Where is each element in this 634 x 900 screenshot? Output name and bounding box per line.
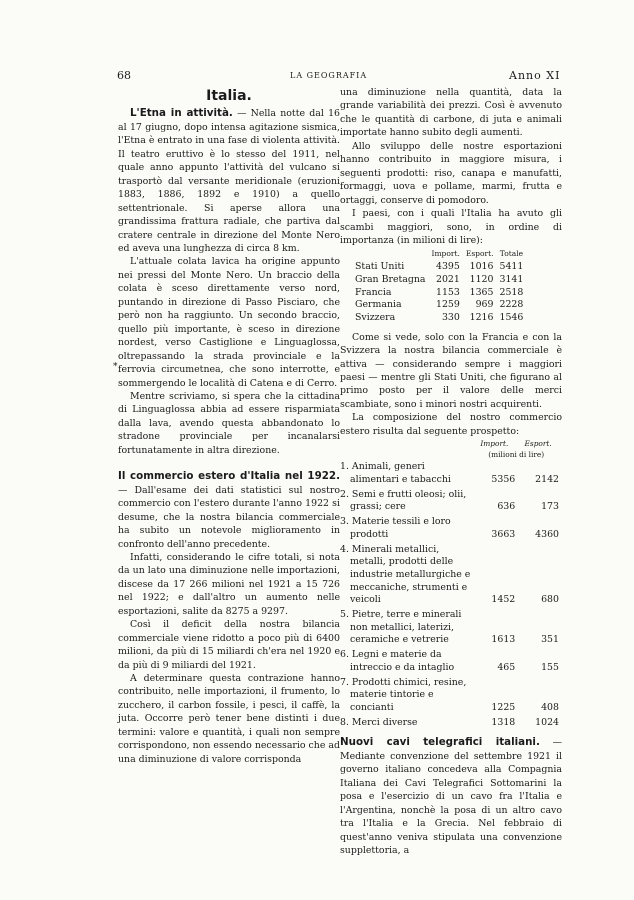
import-value: 330 bbox=[441, 311, 460, 323]
right-paragraph-5: La composizione del nostro commercio estero risulta dal seguente prospetto: bbox=[340, 412, 562, 437]
table-header bbox=[340, 449, 472, 460]
table-header: Esport. bbox=[465, 249, 494, 259]
table-header bbox=[340, 438, 472, 449]
table-row bbox=[340, 648, 560, 675]
country-name: Stati Uniti bbox=[355, 261, 405, 273]
etna-paragraph-3: Mentre scriviamo, si spera che la cittadina di Linguaglossa abbia ad essere risparmiata dalla lava, avendo questa abbandonato lo stradone provinciale per incanalarsi fortunatamente in altra direzione. bbox=[118, 390, 340, 456]
table-header bbox=[352, 248, 428, 261]
total-value: 1546 bbox=[499, 311, 524, 323]
country-name: Germania bbox=[355, 299, 402, 311]
import-value: 1153 bbox=[436, 286, 460, 298]
export-value: 1016 bbox=[469, 261, 494, 273]
right-paragraph-4: Come si vede, solo con la Francia e con la Svizzera la nostra bilancia commerciale è attiva — considerando sempre i maggiori paesi — mentre gli Stati Uniti, che figurano al primo posto per il valore delle merci scambiate, sono i minori nostri acquirenti. bbox=[340, 331, 562, 410]
right-column bbox=[340, 86, 562, 857]
table-row bbox=[340, 488, 560, 515]
goods-label: 7. Prodotti chimici, resine, materie tintorie e concianti bbox=[340, 676, 467, 713]
total-value: 3141 bbox=[499, 273, 524, 285]
export-value: 1120 bbox=[469, 273, 494, 285]
export-value: 2142 bbox=[535, 473, 559, 485]
table-header: Esport. bbox=[524, 439, 552, 449]
goods-label: 6. Legni e materie da intreccio e da intaglio bbox=[340, 649, 455, 673]
right-paragraph-2: Allo sviluppo delle nostre esportazioni hanno contribuito in maggiore misura, i seguenti prodotti: riso, canapa e manufatti, formaggi, uova e pollame, marmi, frutta e ortaggi, conserve di pomodoro. bbox=[340, 140, 562, 206]
export-value: 680 bbox=[541, 594, 559, 606]
goods-label: 5. Pietre, terre e minerali non metallici, laterizi, ceramiche e vetrerie bbox=[340, 609, 462, 646]
running-head: LA GEOGRAFIA bbox=[290, 71, 368, 80]
total-value: 2518 bbox=[499, 286, 524, 298]
export-value: 1216 bbox=[469, 311, 494, 323]
import-value: 5356 bbox=[491, 473, 516, 485]
left-column bbox=[118, 88, 340, 766]
unit-label: (milioni di lire) bbox=[488, 450, 545, 460]
import-value: 3663 bbox=[491, 528, 516, 540]
section-title: Italia. bbox=[206, 88, 252, 104]
export-value: 4360 bbox=[535, 528, 559, 540]
import-value: 636 bbox=[497, 501, 516, 513]
commercio-paragraph-2: Infatti, considerando le cifre totali, si nota da un lato una diminuzione nelle importazioni, discese da 17 266 milioni nel 1921 a 15 726 nel 1922; e dall'altro un aumento nelle esportazioni, salite da 8275 a 9297. bbox=[118, 551, 340, 617]
margin-mark: * bbox=[113, 362, 118, 372]
commercio-heading: Il commercio estero d'Italia nel 1922. bbox=[118, 470, 340, 483]
goods-table bbox=[340, 438, 560, 730]
table-row bbox=[340, 716, 560, 731]
table-header: Import. bbox=[431, 249, 460, 259]
right-paragraph-1: una diminuzione nella quantità, data la grande variabilità dei prezzi. Così è avvenuto che le quantità di carbone, di juta e animali importate hanno subito degli aumenti. bbox=[340, 87, 562, 139]
countries-table bbox=[352, 248, 526, 324]
export-value: 969 bbox=[475, 299, 494, 311]
cavi-heading: Nuovi cavi telegrafici italiani. bbox=[340, 736, 540, 749]
right-paragraph-3: I paesi, con i quali l'Italia ha avuto gli scambi maggiori, sono, in ordine di importanza (in milioni di lire): bbox=[340, 208, 562, 246]
table-row bbox=[352, 312, 526, 325]
page-number: 68 bbox=[117, 69, 131, 82]
table-header: Totale bbox=[499, 249, 524, 259]
table-header: Import. bbox=[480, 439, 509, 449]
goods-label: 2. Semi e frutti oleosi; olii, grassi; cere bbox=[340, 488, 467, 513]
goods-label: 8. Merci diverse bbox=[340, 716, 418, 728]
goods-label: 3. Materie tessili e loro prodotti bbox=[340, 516, 451, 540]
table-row bbox=[352, 287, 526, 300]
commercio-text-1: — Dall'esame dei dati statistici sul nostro commercio con l'estero durante l'anno 1922 si desume, che la nostra bilancia commerciale ha subito un notevole miglioramento in confronto dell'anno precedente. bbox=[118, 484, 340, 550]
table-row bbox=[340, 608, 560, 648]
import-value: 1318 bbox=[491, 716, 516, 728]
etna-text-1: — Nella notte dal 16 al 17 giugno, dopo intensa agitazione sismica, l'Etna è entrato in una fase di violenta attività. Il teatro eruttivo è lo stesso del 1911, nel quale anno appunto l'attività del vulcano si trasportò dal versante meridionale (eruzioni 1883, 1886, 1892 e 1910) a quello settentrionale. Si aperse allora una grandissima frattura radiale, che partiva dal cratere centrale in direzione del Monte Nero ed aveva una lunghezza di circa 8 km. bbox=[118, 108, 341, 254]
import-value: 4395 bbox=[436, 261, 460, 273]
country-name: Francia bbox=[355, 286, 392, 298]
total-value: 2228 bbox=[499, 299, 524, 311]
import-value: 465 bbox=[497, 661, 516, 673]
cavi-text: — Mediante convenzione del settembre 1921 il governo italiano concedeva alla Compagnia Italiana dei Cavi Telegrafici Sottomarini la posa e l'esercizio di un cavo fra l'Italia e l'Argentina, nonchè la posa di un altro cavo tra l'Italia e la Grecia. Nel febbraio di quest'anno veniva stipulata una convenzione supplettoria, a bbox=[340, 737, 562, 856]
etna-paragraph-2: L'attuale colata lavica ha origine appunto nei pressi del Monte Nero. Un braccio della colata è sceso direttamente verso nord, puntando in direzione di Passo Pisciaro, che però non ha raggiunto. Un secondo braccio, quello più importante, è sceso in direzione nordest, verso Castiglione e Linguaglossa, oltrepassando la strada provinciale e la ferrovia circumetnea, che sono interrotte, e sommergendo le località di Catena e di Cerro. bbox=[118, 256, 340, 389]
country-name: Svizzera bbox=[355, 311, 396, 323]
commercio-paragraph-3: Così il deficit della nostra bilancia commerciale viene ridotto a poco più di 6400 milioni, da più di 15 miliardi ch'era nel 1920 e da più di 9 miliardi del 1921. bbox=[118, 619, 340, 671]
etna-heading: L'Etna in attività. bbox=[130, 107, 233, 120]
commercio-paragraph-4: A determinare questa contrazione hanno contribuito, nelle importazioni, il frumento, lo zucchero, il carbon fossile, i pesci, il caffè, la juta. Occorre però tener bene distinti i due termini: valore e quantità, i quali non sempre corrispondono, non essendo necessario che ad una diminuzione di valore corrisponda bbox=[118, 673, 340, 765]
export-value: 173 bbox=[541, 501, 559, 513]
import-value: 1613 bbox=[491, 634, 516, 646]
table-row bbox=[340, 460, 560, 487]
table-row bbox=[352, 261, 526, 274]
country-name: Gran Bretagna bbox=[355, 273, 426, 285]
export-value: 351 bbox=[541, 634, 559, 646]
import-value: 1225 bbox=[491, 701, 516, 713]
export-value: 1024 bbox=[535, 716, 559, 728]
table-row bbox=[340, 543, 560, 609]
table-row bbox=[340, 515, 560, 542]
export-value: 1365 bbox=[469, 286, 494, 298]
goods-label: 4. Minerali metallici, metalli, prodotti delle industrie metallurgiche e meccaniche, strumenti e veicoli bbox=[340, 543, 471, 606]
import-value: 1452 bbox=[491, 594, 516, 606]
import-value: 1259 bbox=[436, 299, 460, 311]
volume-year: Anno XI bbox=[509, 69, 561, 82]
goods-label: 1. Animali, generi alimentari e tabacchi bbox=[340, 461, 451, 485]
total-value: 5411 bbox=[499, 261, 524, 273]
commercio-paragraph-1 bbox=[118, 470, 340, 551]
cavi-paragraph bbox=[340, 736, 562, 857]
export-value: 155 bbox=[541, 661, 559, 673]
table-row bbox=[352, 274, 526, 287]
table-row bbox=[340, 676, 560, 716]
import-value: 2021 bbox=[436, 273, 460, 285]
etna-paragraph-1 bbox=[118, 107, 340, 255]
table-row bbox=[352, 299, 526, 312]
export-value: 408 bbox=[541, 701, 559, 713]
